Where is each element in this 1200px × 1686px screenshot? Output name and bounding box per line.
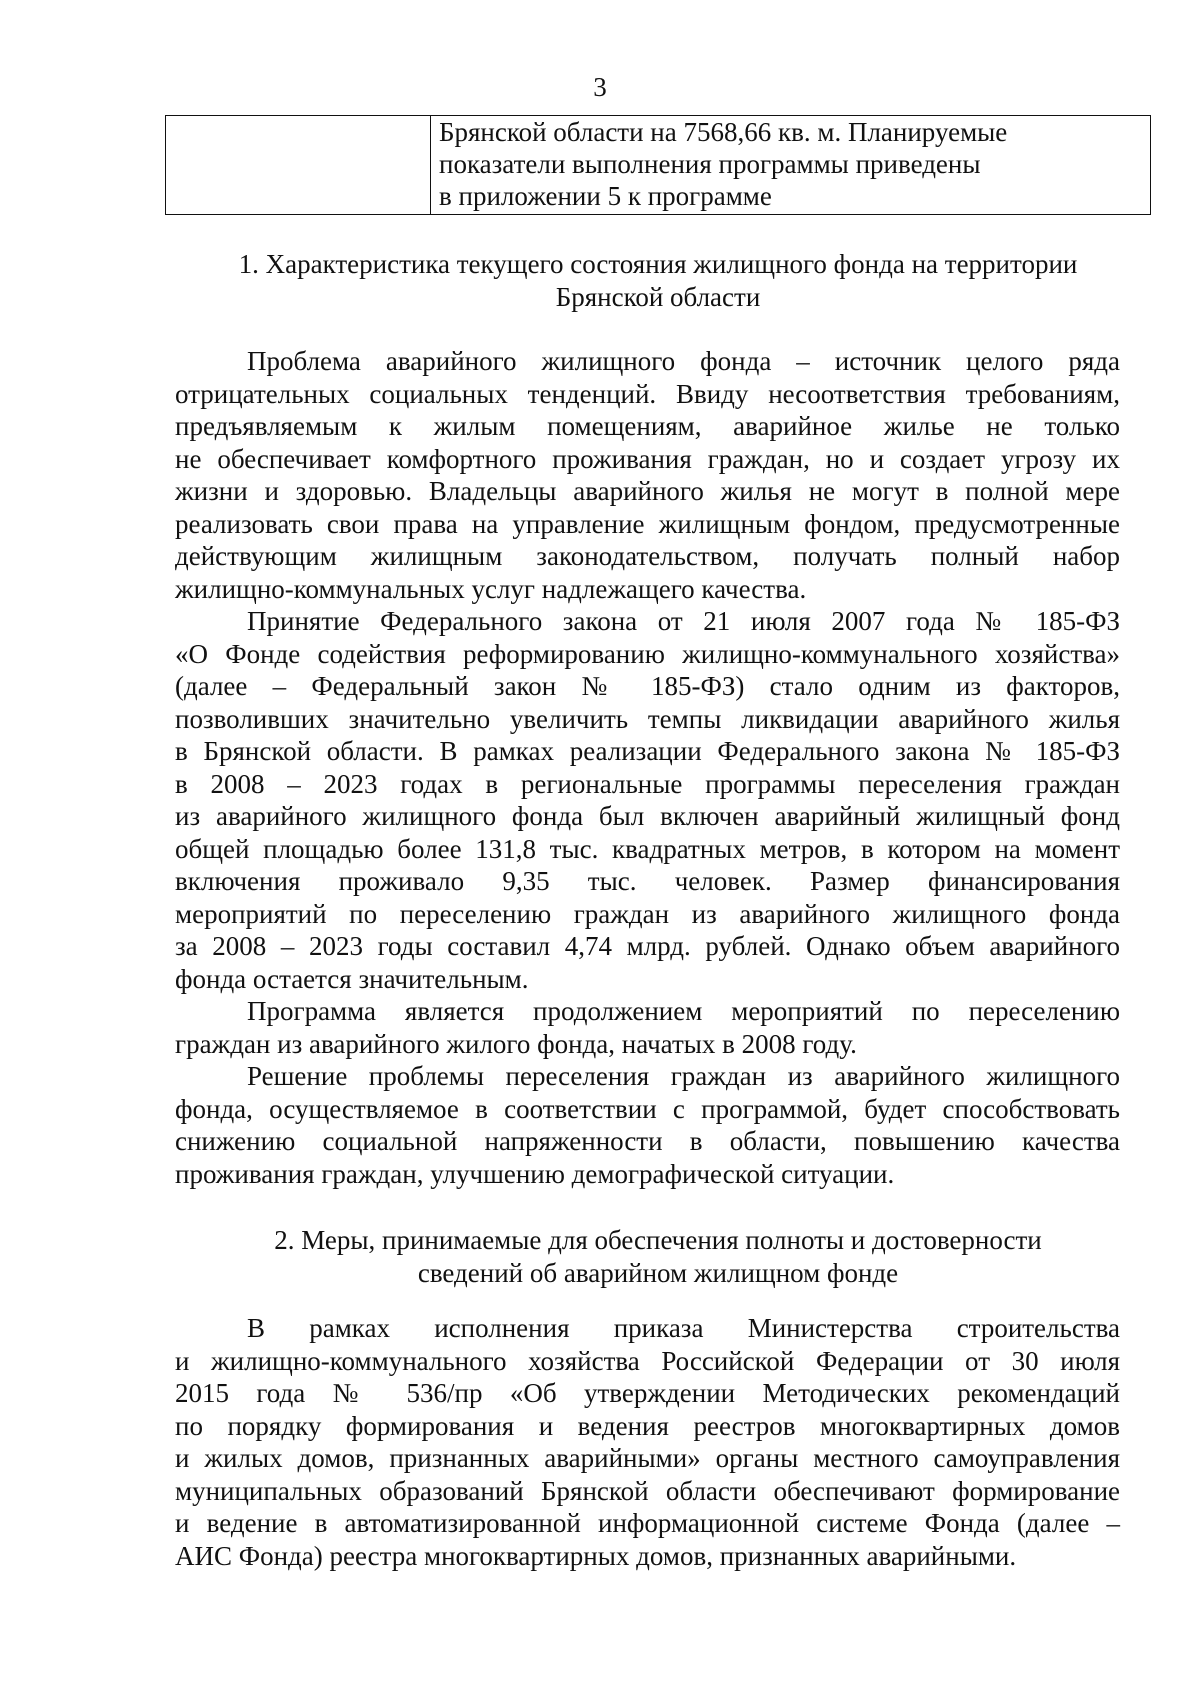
text-line: позволивших значительно увеличить темпы ликвидации аварийного жилья (175, 703, 1120, 734)
text-line: Проблема аварийного жилищного фонда – источник целого ряда (247, 346, 1120, 376)
page-number: 3 (593, 72, 607, 102)
text-line: реализовать свои права на управление жилищным фондом, предусмотренные (175, 508, 1120, 539)
section-1-title (165, 248, 1151, 314)
table-cell-empty (166, 116, 431, 214)
text-line: по порядку формирования и ведения реестров многоквартирных домов (175, 1410, 1120, 1441)
text-line: фонда, осуществляемое в соответствии с программой, будет способствовать (175, 1093, 1120, 1124)
section-1-body (175, 345, 1120, 1190)
text-line: «О Фонде содействия реформированию жилищно-коммунального хозяйства» (175, 638, 1120, 669)
text-line: и ведение в автоматизированной информационной системе Фонда (далее – (175, 1508, 1120, 1538)
text-line: (далее – Федеральный закон № 185-ФЗ) стало одним из факторов, (175, 671, 1120, 701)
continuation-table (165, 115, 1151, 215)
section-title-line: сведений об аварийном жилищном фонде (417, 1258, 899, 1288)
text-line: отрицательных социальных тенденций. Ввиду несоответствия требованиям, (175, 378, 1120, 409)
text-line: не обеспечивает комфортного проживания граждан, но и создает угрозу их (175, 443, 1120, 474)
text-line: в Брянской области. В рамках реализации Федерального закона № 185-ФЗ (175, 736, 1120, 766)
text-line: мероприятий по переселению граждан из аварийного жилищного фонда (175, 898, 1120, 929)
table-cell-text (431, 116, 1150, 214)
section-2-title (165, 1224, 1151, 1290)
paragraph-5 (175, 1312, 1120, 1572)
text-line: Принятие Федерального закона от 21 июля 2007 года № 185-ФЗ (247, 606, 1120, 636)
text-line: жилищно-коммунальных услуг надлежащего качества. (175, 573, 807, 604)
text-line: Программа является продолжением мероприятий по переселению (247, 996, 1120, 1026)
text-line: предъявляемым к жилым помещениям, аварийное жилье не только (175, 411, 1120, 441)
table-line: в приложении 5 к программе (439, 181, 772, 211)
text-line: общей площадью более 131,8 тыс. квадратных метров, в котором на момент (175, 833, 1120, 864)
text-line: снижению социальной напряженности в области, повышению качества (175, 1126, 1120, 1156)
text-line: за 2008 – 2023 годы составил 4,74 млрд. рублей. Однако объем аварийного (175, 931, 1120, 961)
text-line: Решение проблемы переселения граждан из аварийного жилищного (247, 1061, 1120, 1091)
section-title-line: 1. Характеристика текущего состояния жилищного фонда на территории (238, 249, 1078, 279)
paragraph-3 (175, 995, 1120, 1060)
paragraph-4 (175, 1060, 1120, 1190)
text-line: граждан из аварийного жилого фонда, начатых в 2008 году. (175, 1028, 857, 1059)
table-line: показатели выполнения программы приведены (439, 149, 981, 179)
text-line: 2015 года № 536/пр «Об утверждении Методических рекомендаций (175, 1378, 1120, 1408)
text-line: В рамках исполнения приказа Министерства строительства (247, 1313, 1120, 1343)
text-line: фонда остается значительным. (175, 963, 529, 994)
section-title-line: 2. Меры, принимаемые для обеспечения полноты и достоверности (274, 1225, 1042, 1255)
text-line: и жилищно-коммунального хозяйства Российской Федерации от 30 июля (175, 1345, 1120, 1376)
text-line: муниципальных образований Брянской области обеспечивают формирование (175, 1475, 1120, 1506)
text-line: из аварийного жилищного фонда был включен аварийный жилищный фонд (175, 801, 1120, 831)
table-line: Брянской области на 7568,66 кв. м. Планируемые (439, 117, 1008, 147)
text-line: действующим жилищным законодательством, получать полный набор (175, 541, 1120, 571)
text-line: и жилых домов, признанных аварийными» органы местного самоуправления (175, 1443, 1120, 1473)
text-line: жизни и здоровью. Владельцы аварийного жилья не могут в полной мере (175, 476, 1120, 506)
text-line: АИС Фонда) реестра многоквартирных домов, признанных аварийными. (175, 1540, 1017, 1571)
paragraph-1 (175, 345, 1120, 605)
section-title-line: Брянской области (555, 282, 761, 312)
text-line: в 2008 – 2023 годах в региональные программы переселения граждан (175, 768, 1120, 799)
text-line: включения проживало 9,35 тыс. человек. Размер финансирования (175, 866, 1120, 896)
paragraph-2 (175, 605, 1120, 995)
section-2-body (175, 1312, 1120, 1572)
text-line: проживания граждан, улучшению демографической ситуации. (175, 1158, 895, 1189)
